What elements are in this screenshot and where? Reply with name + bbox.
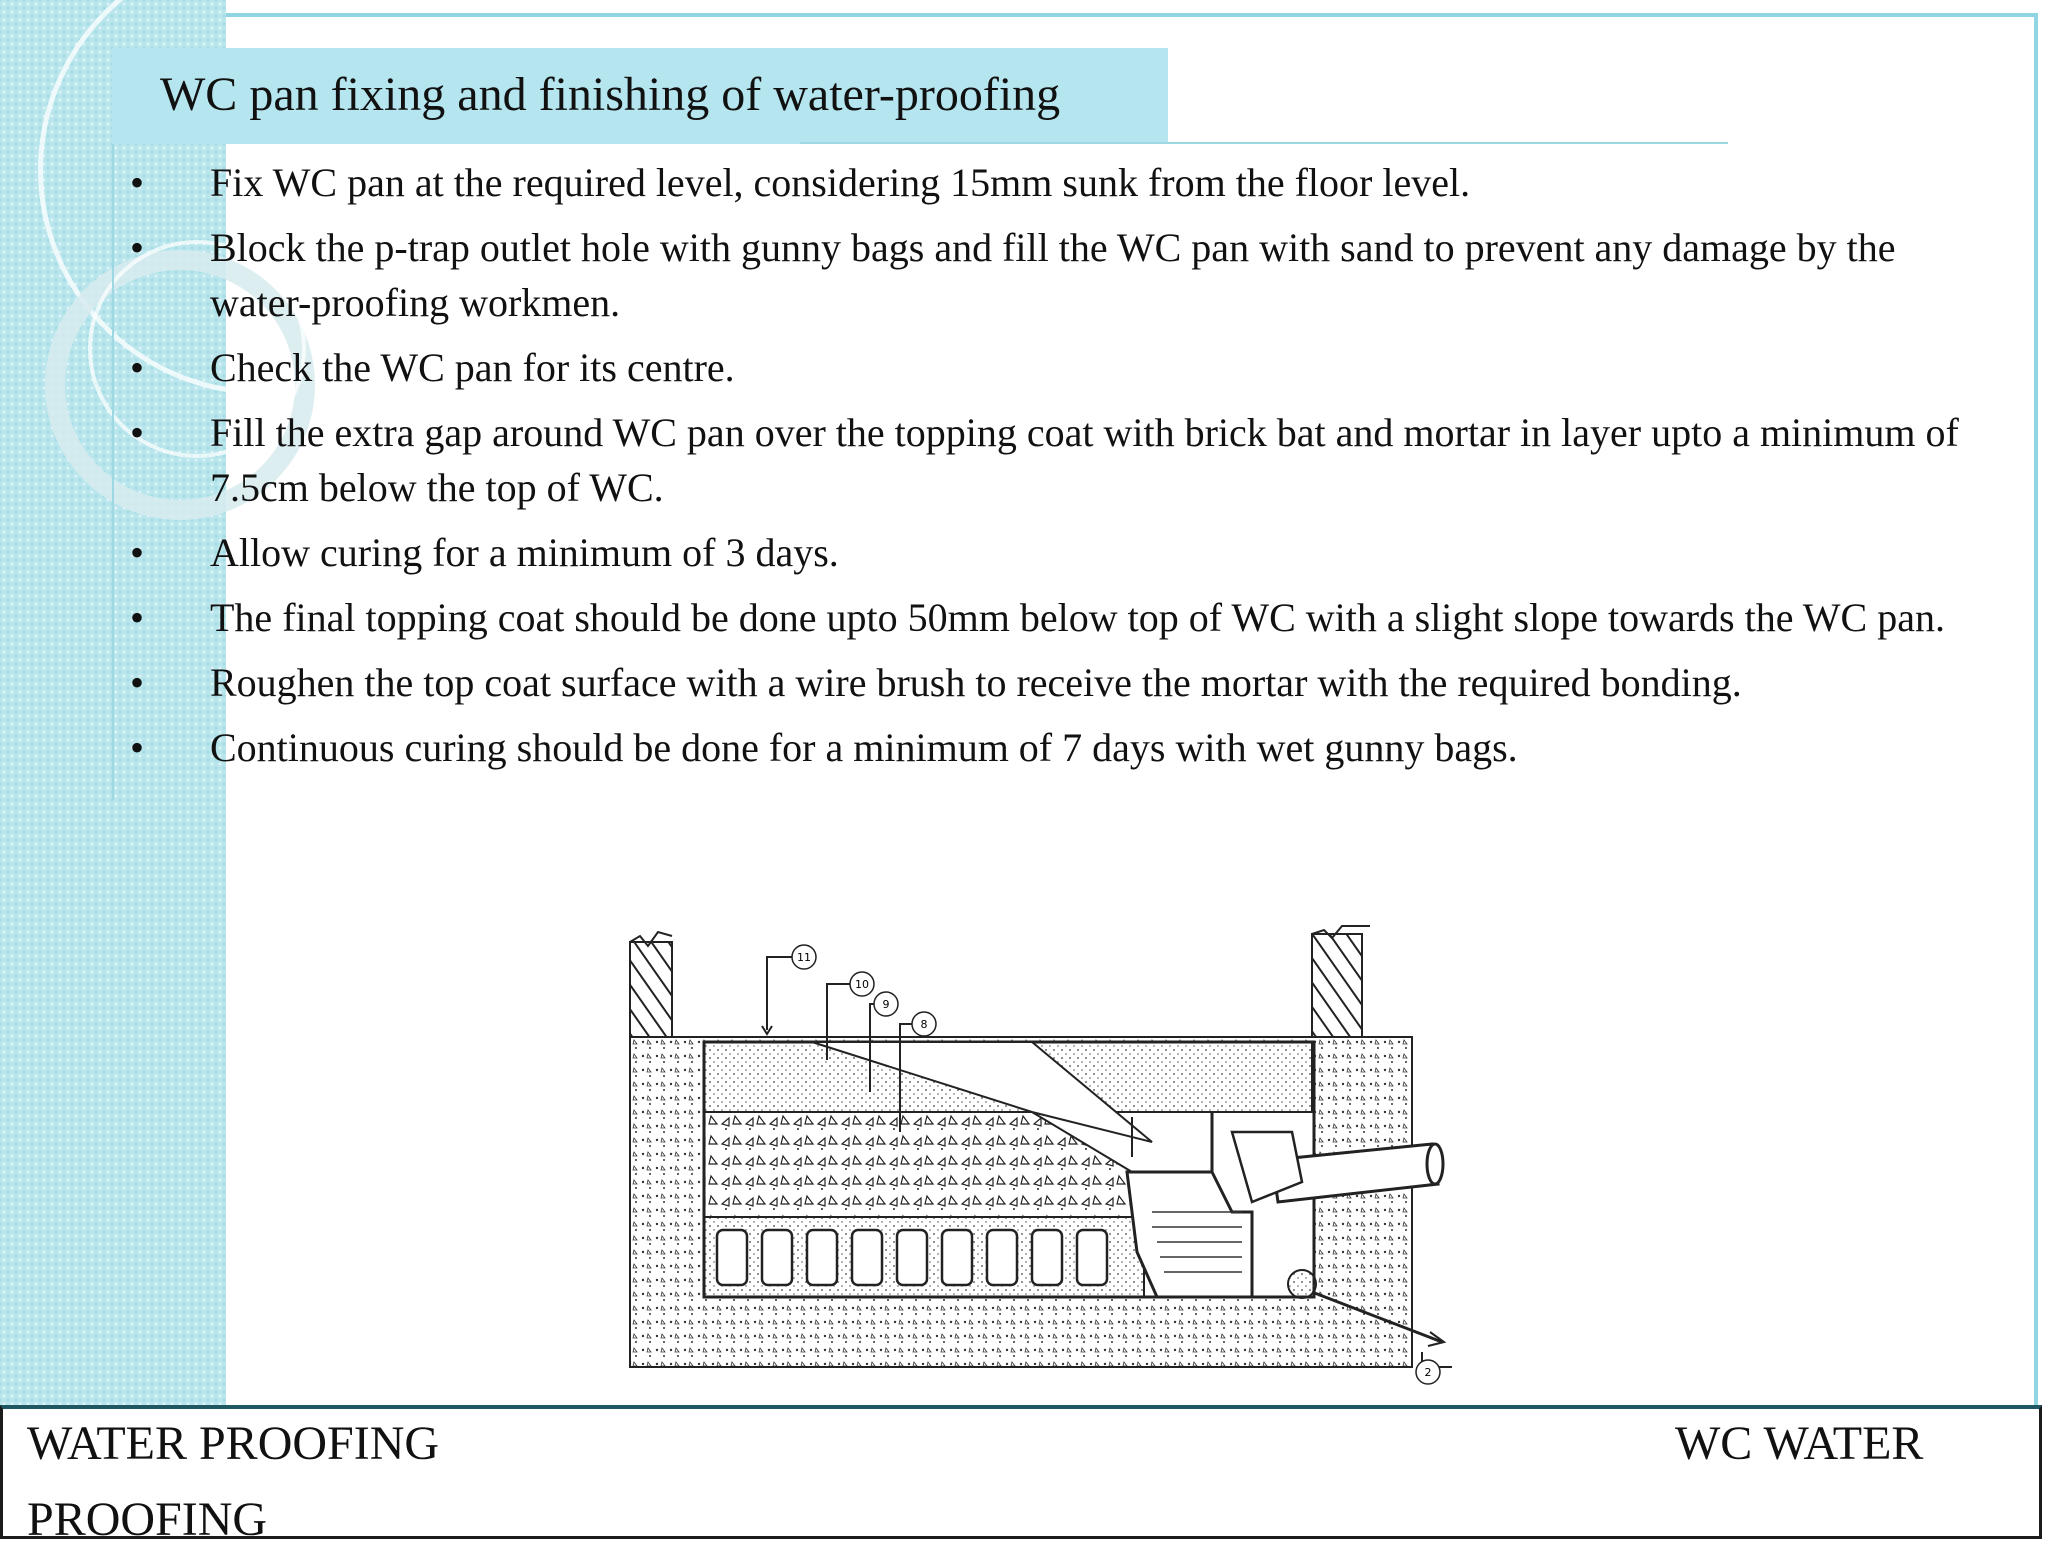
bullet-item: • Check the WC pan for its centre. bbox=[126, 340, 1986, 395]
bullet-item: • Block the p-trap outlet hole with gunny bags and fill the WC pan with sand to prevent any damage by the water-proofing workmen. bbox=[126, 220, 1986, 330]
callout-label: 10 bbox=[855, 978, 869, 991]
bullet-item: • Roughen the top coat surface with a wire brush to receive the mortar with the required bonding. bbox=[126, 655, 1986, 710]
callout-label: 2 bbox=[1424, 1366, 1432, 1379]
wc-pan-section-diagram bbox=[612, 912, 1452, 1392]
frame-right-border bbox=[2034, 13, 2038, 1408]
right-wall bbox=[1312, 926, 1370, 1037]
frame-left-line bbox=[112, 55, 114, 800]
bullet-list bbox=[126, 155, 1986, 785]
slide-footer bbox=[0, 1405, 2042, 1546]
title-underline bbox=[800, 142, 1728, 144]
bullet-item: • The final topping coat should be done upto 50mm below top of WC with a slight slope towards the WC pan. bbox=[126, 590, 1986, 645]
callout-label: 9 bbox=[882, 998, 890, 1011]
frame-top-border bbox=[226, 13, 2038, 17]
bullet-item: • Fill the extra gap around WC pan over the topping coat with brick bat and mortar in layer upto a minimum of 7.5cm below the top of WC. bbox=[126, 405, 1986, 515]
bullet-item: • Fix WC pan at the required level, considering 15mm sunk from the floor level. bbox=[126, 155, 1986, 210]
footer-left-text bbox=[27, 1406, 587, 1558]
footer-left-continuation: PROOFING bbox=[27, 1493, 268, 1546]
callout-label: 8 bbox=[920, 1018, 928, 1031]
bullet-item: • Allow curing for a minimum of 3 days. bbox=[126, 525, 1986, 580]
slide-title: WC pan fixing and finishing of water-proofing bbox=[160, 68, 1061, 121]
cavity-blocks bbox=[717, 1230, 1107, 1285]
footer-right-text: WC WATER bbox=[1675, 1417, 1924, 1470]
callout-label: 11 bbox=[797, 951, 811, 964]
footer-left-label: WATER PROOFING bbox=[27, 1417, 440, 1470]
left-wall bbox=[630, 932, 672, 1037]
bullet-item: • Continuous curing should be done for a minimum of 7 days with wet gunny bags. bbox=[126, 720, 1986, 775]
